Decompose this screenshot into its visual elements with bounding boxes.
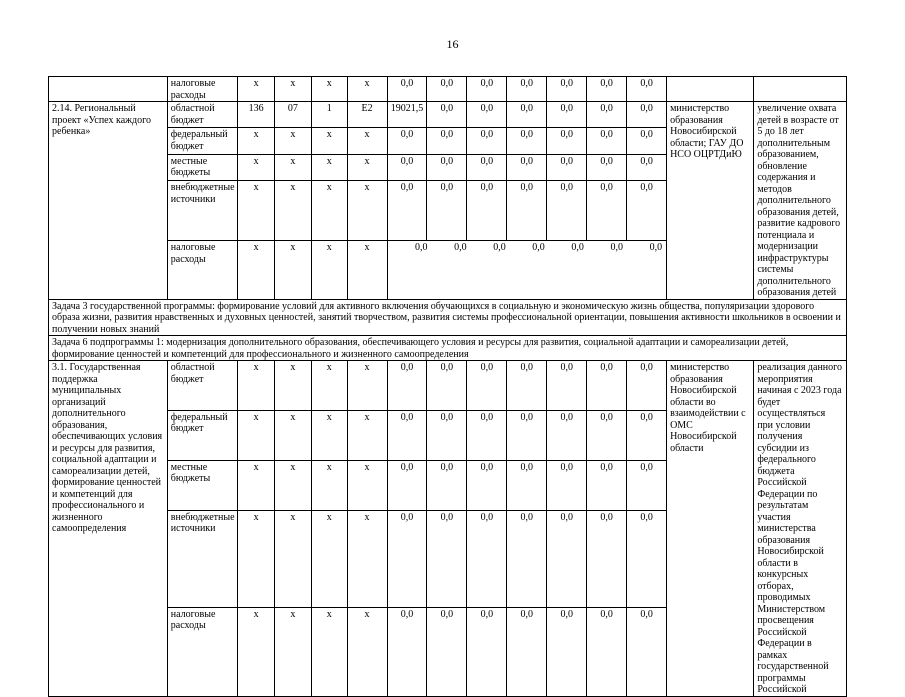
value-cell: 0,0 <box>627 154 667 180</box>
value-cell: x <box>347 154 387 180</box>
value-cell: 0,0 <box>507 154 547 180</box>
value-cell: 0,0 <box>507 607 547 696</box>
source-cell: внебюджетные источники <box>167 181 237 241</box>
page-number: 16 <box>446 37 459 51</box>
value-cell: 0,0 <box>467 361 507 411</box>
value-cell: 0,0 <box>387 361 427 411</box>
task-6-heading: Задача 6 подпрограммы 1: модернизация дополнительного образования, обеспечивающего условия и ресурсы для развития, социальной адаптации и самореализации детей, формирование ценностей и компетенций для профессионального и жизненного самоопределения <box>49 336 847 361</box>
value-cell: 0,0 <box>627 102 667 128</box>
value-text: 0,0 <box>493 242 506 254</box>
value-cell: 0,0 <box>587 128 627 154</box>
code-cell: E2 <box>347 102 387 128</box>
value-cell: 0,0 <box>467 460 507 510</box>
value-cell: 0,0 <box>427 607 467 696</box>
value-text: 0,0 <box>454 242 467 254</box>
value-cell: 0,0 <box>387 510 427 607</box>
value-cell: x <box>311 241 347 299</box>
value-cell: 0,0 <box>547 181 587 241</box>
value-cell: 0,0 <box>507 181 547 241</box>
value-cell: 0,0 <box>467 102 507 128</box>
value-cell: 0,0 <box>387 154 427 180</box>
value-cell: 0,0 <box>587 460 627 510</box>
value-cell: x <box>238 181 275 241</box>
value-cell: x <box>238 410 275 460</box>
value-cell: 0,0 <box>507 410 547 460</box>
table-row <box>49 299 847 336</box>
value-cell: x <box>347 361 387 411</box>
value-cell: 0,0 <box>627 361 667 411</box>
value-text: 0,0 <box>415 242 428 254</box>
value-cell: x <box>347 128 387 154</box>
value-cell: 0,0 <box>547 510 587 607</box>
value-cell: 0,0 <box>427 510 467 607</box>
value-cell: x <box>347 510 387 607</box>
task-3-heading: Задача 3 государственной программы: формирование условий для активного включения обучающихся в социальную и экономическую жизнь общества, популяризации здорового образа жизни, развития нравственных и духовных ценностей, занятий творчеством, развития системы профессиональной ориентации, повышения активности школьников в освоении и получении новых знаний <box>49 299 847 336</box>
value-cell: x <box>275 361 312 411</box>
executor-cell: министерство образования Новосибирской области во взаимодействии с ОМС Новосибирской области <box>667 361 754 697</box>
value-cell: x <box>347 241 387 299</box>
value-cell: 0,0 <box>387 460 427 510</box>
value-cell: x <box>238 607 275 696</box>
value-cell: x <box>238 510 275 607</box>
value-cell: 0,0 <box>547 460 587 510</box>
value-cell: 0,0 <box>587 154 627 180</box>
value-cell: 0,0 <box>427 128 467 154</box>
value-cell: 0,0 <box>427 460 467 510</box>
value-cell: 0,0 <box>507 510 547 607</box>
source-cell: внебюджетные источники <box>167 510 237 607</box>
result-cell: увеличение охвата детей в возрасте от 5 до 18 лет дополнительным образованием, обновление содержания и методов дополнительного образования детей, развитие кадрового потенциала и модернизации инфраструктуры системы дополнительного образования детей <box>754 102 847 300</box>
value-cell: 0,0 <box>387 128 427 154</box>
value-cell: 0,0 <box>467 607 507 696</box>
value-cell: 0,0 <box>387 181 427 241</box>
code-cell: 1 <box>311 102 347 128</box>
value-cell: 0,0 <box>547 128 587 154</box>
value-cell: 0,0 <box>467 410 507 460</box>
value-cell: 0,0 <box>467 510 507 607</box>
value-cell: 0,0 <box>387 410 427 460</box>
value-cell: 0,0 <box>547 361 587 411</box>
result-cell: реализация данного мероприятия начиная с 2023 года будет осуществляться при условии получения субсидии из федерального бюджета Российской Федерации по результатам участия министерства образования Новосибирской области в конкурсных отборах, проводимых Министерством просвещения Российской Федерации в рамках государственной программы Российской <box>754 361 847 697</box>
value-cell: x <box>275 460 312 510</box>
value-cell: 0,0 <box>467 154 507 180</box>
value-cell: x <box>311 460 347 510</box>
value-cell: 0,0 <box>547 154 587 180</box>
value-cell: 0,0 <box>507 460 547 510</box>
value-cell: x <box>275 241 312 299</box>
value-cell: x <box>275 128 312 154</box>
value-cell: x <box>311 181 347 241</box>
value-cell: 0,0 <box>507 361 547 411</box>
value-cell: x <box>311 154 347 180</box>
code-cell: 07 <box>275 102 312 128</box>
value-cell: 0,0 <box>587 607 627 696</box>
table-row <box>49 77 847 102</box>
value-cell: 0,0 <box>587 102 627 128</box>
result-cell <box>754 77 847 102</box>
item-name: 3.1. Государственная поддержка муниципальных организаций дополнительного образования, обеспечивающих условия и ресурсы для развития, социальной адаптации и самореализации детей, формирование ценностей и компетенций для профессионального и жизненного самоопределения <box>49 361 168 697</box>
source-cell: налоговые расходы <box>167 241 237 299</box>
value-cell: 0,0 <box>387 607 427 696</box>
value-cell: 0,0 <box>387 77 427 102</box>
value-cell: 0,0 <box>587 361 627 411</box>
value-text: 0,0 <box>649 242 663 254</box>
value-cell: x <box>275 154 312 180</box>
source-cell: местные бюджеты <box>167 460 237 510</box>
value-cell: 0,0 <box>427 361 467 411</box>
source-cell: местные бюджеты <box>167 154 237 180</box>
executor-cell <box>667 77 754 102</box>
value-cell: x <box>238 77 275 102</box>
source-cell: налоговые расходы <box>167 77 237 102</box>
value-cell: x <box>275 410 312 460</box>
value-cell: x <box>311 510 347 607</box>
value-cell: x <box>275 181 312 241</box>
value-cell: x <box>311 410 347 460</box>
value-cell: 0,0 <box>507 102 547 128</box>
value-text: 0,0 <box>610 242 623 254</box>
value-cell: 0,0 <box>627 410 667 460</box>
value-cell: x <box>347 607 387 696</box>
program-table <box>48 76 847 697</box>
value-cell: 0,0 <box>547 607 587 696</box>
value-cell: x <box>238 241 275 299</box>
value-cell: 0,0 <box>627 77 667 102</box>
value-cell: x <box>275 77 312 102</box>
value-cell: 0,0 <box>427 77 467 102</box>
value-cell: 0,0 <box>547 77 587 102</box>
value-cell: 0,0 <box>627 460 667 510</box>
value-cell: 0,0 <box>427 181 467 241</box>
value-cell: 0,0 <box>427 102 467 128</box>
value-cell: 0,0 <box>427 154 467 180</box>
code-cell: 136 <box>238 102 275 128</box>
value-cell: 0,0 <box>587 77 627 102</box>
value-cell: 0,0 <box>627 128 667 154</box>
source-cell: федеральный бюджет <box>167 410 237 460</box>
value-cell: x <box>238 128 275 154</box>
table-row <box>49 361 847 411</box>
value-cell: x <box>311 77 347 102</box>
value-cell: 0,0 <box>627 510 667 607</box>
source-cell: областной бюджет <box>167 102 237 128</box>
source-cell: областной бюджет <box>167 361 237 411</box>
value-cell: 0,0 <box>627 181 667 241</box>
value-cell: x <box>311 128 347 154</box>
value-cell: x <box>311 361 347 411</box>
value-text: 0,0 <box>532 242 545 254</box>
value-cell: 0,0 <box>587 181 627 241</box>
value-cell: 0,0 <box>627 607 667 696</box>
value-cell: 0,0 <box>587 510 627 607</box>
source-cell: федеральный бюджет <box>167 128 237 154</box>
value-cell: 0,0 <box>467 128 507 154</box>
value-cell: x <box>238 154 275 180</box>
value-cell: 0,0 <box>467 181 507 241</box>
value-cell: 0,0 <box>427 410 467 460</box>
project-name: 2.14. Региональный проект «Успех каждого ребенка» <box>49 102 168 300</box>
value-cell: x <box>238 361 275 411</box>
value-cell: x <box>275 607 312 696</box>
value-cell: x <box>347 460 387 510</box>
value-cell: 0,0 <box>547 410 587 460</box>
value-cell: 19021,5 <box>387 102 427 128</box>
table-row <box>49 102 847 128</box>
executor-cell: министерство образования Новосибирской области; ГАУ ДО НСО ОЦРТДиЮ <box>667 102 754 300</box>
value-cell: 0,0 <box>507 128 547 154</box>
name-cell <box>49 77 168 102</box>
value-cell: 0,0 <box>507 77 547 102</box>
source-cell: налоговые расходы <box>167 607 237 696</box>
value-cell: 0,0 <box>547 102 587 128</box>
value-cell: x <box>311 607 347 696</box>
merged-values-cell <box>387 241 667 299</box>
value-cell: x <box>275 510 312 607</box>
value-cell: x <box>347 181 387 241</box>
value-cell: 0,0 <box>587 410 627 460</box>
value-cell: 0,0 <box>467 77 507 102</box>
value-cell: x <box>347 77 387 102</box>
value-cell: x <box>347 410 387 460</box>
value-text: 0,0 <box>571 242 584 254</box>
table-row <box>49 336 847 361</box>
value-cell: x <box>238 460 275 510</box>
